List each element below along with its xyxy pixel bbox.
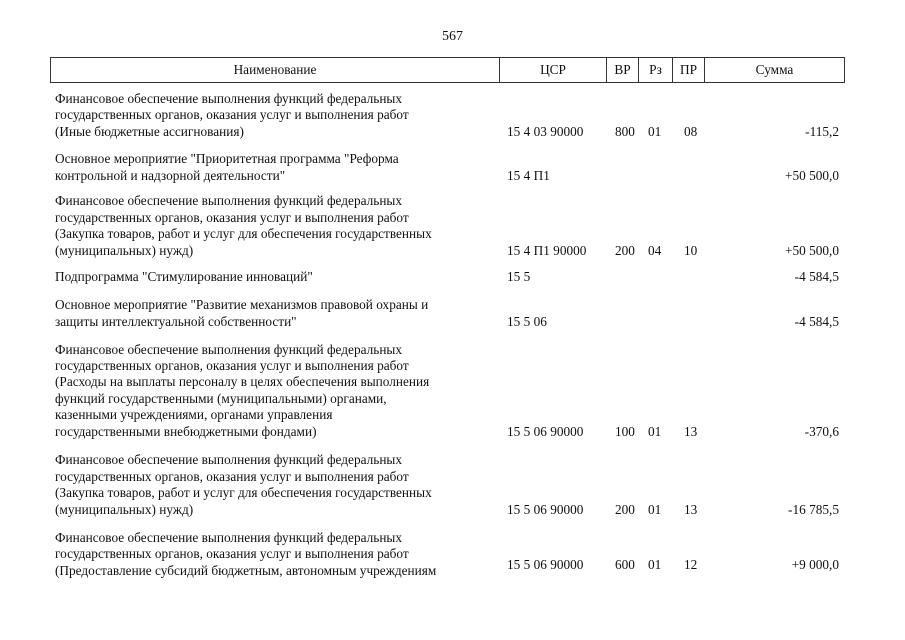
row-csr: 15 5 [507,268,531,284]
row-pr: 13 [684,501,698,517]
table-row [50,91,845,140]
row-name: Финансовое обеспечение выполнения функций федеральных государственных органов, оказания услуг и выполнения работ (Иные бюджетные ассигнования) [55,90,409,139]
row-sum: +50 500,0 [784,167,839,183]
row-vr: 800 [615,123,635,139]
page-number: 567 [442,29,463,44]
header-rz: Рз [639,58,673,82]
row-vr: 600 [615,556,635,572]
row-csr: 15 5 06 90000 [507,556,584,572]
row-csr: 15 4 03 90000 [507,123,584,139]
row-name: Основное мероприятие "Приоритетная программа "Реформа контрольной и надзорной деятельности" [55,151,399,183]
row-csr: 15 5 06 90000 [507,423,584,439]
header-csr: ЦСР [500,58,607,82]
row-sum: -16 785,5 [788,501,839,517]
row-sum: +9 000,0 [791,556,839,572]
header-name: Наименование [51,58,500,82]
table-row [50,297,845,330]
header-vr: ВР [607,58,639,82]
row-pr: 12 [684,556,698,572]
row-rz: 01 [648,501,662,517]
table-row [50,193,845,259]
row-rz: 01 [648,556,662,572]
row-name: Финансовое обеспечение выполнения функций федеральных государственных органов, оказания услуг и выполнения работ (Закупка товаров, работ и услуг для обеспечения государственных (муниципальных) нужд) [55,193,432,258]
row-sum: -370,6 [804,423,839,439]
row-vr: 200 [615,501,635,517]
row-csr: 15 5 06 90000 [507,501,584,517]
row-name: Финансовое обеспечение выполнения функций федеральных государственных органов, оказания услуг и выполнения работ (Закупка товаров, работ и услуг для обеспечения государственных (муниципальных) нужд) [55,452,432,517]
table-row [50,151,845,184]
row-sum: -115,2 [805,123,839,139]
table-row [50,529,845,579]
header-sum: Сумма [755,62,794,77]
row-pr: 10 [684,242,698,258]
row-sum: +50 500,0 [784,242,839,258]
row-pr: 08 [684,123,698,139]
row-name: Финансовое обеспечение выполнения функций федеральных государственных органов, оказания услуг и выполнения работ (Предоставление субсидий бюджетным, автономным учреждениям [55,529,437,578]
row-rz: 01 [648,123,662,139]
header-pr: ПР [673,58,705,82]
row-csr: 15 4 П1 [507,167,550,183]
row-pr: 13 [684,423,698,439]
row-name: Финансовое обеспечение выполнения функций федеральных государственных органов, оказания услуг и выполнения работ (Расходы на выплаты персоналу в целях обеспечения выполнения функций государственными (муниципальными) органами, казенными учреждениями, органами управления государственными внебюджетными фондами) [55,341,430,439]
row-rz: 04 [648,242,662,258]
row-sum: -4 584,5 [794,313,839,329]
table-row [50,268,845,285]
row-vr: 200 [615,242,635,258]
row-rz: 01 [648,423,662,439]
row-name: Основное мероприятие "Развитие механизмов правовой охраны и защиты интеллектуальной собственности" [55,297,429,329]
row-vr: 100 [615,423,635,439]
row-csr: 15 4 П1 90000 [507,242,587,258]
row-csr: 15 5 06 [507,313,547,329]
row-sum: -4 584,5 [794,268,839,284]
row-name: Подпрограмма "Стимулирование инноваций" [55,268,313,284]
table-row [50,452,845,518]
table-row [50,341,845,440]
table-header [50,57,845,83]
